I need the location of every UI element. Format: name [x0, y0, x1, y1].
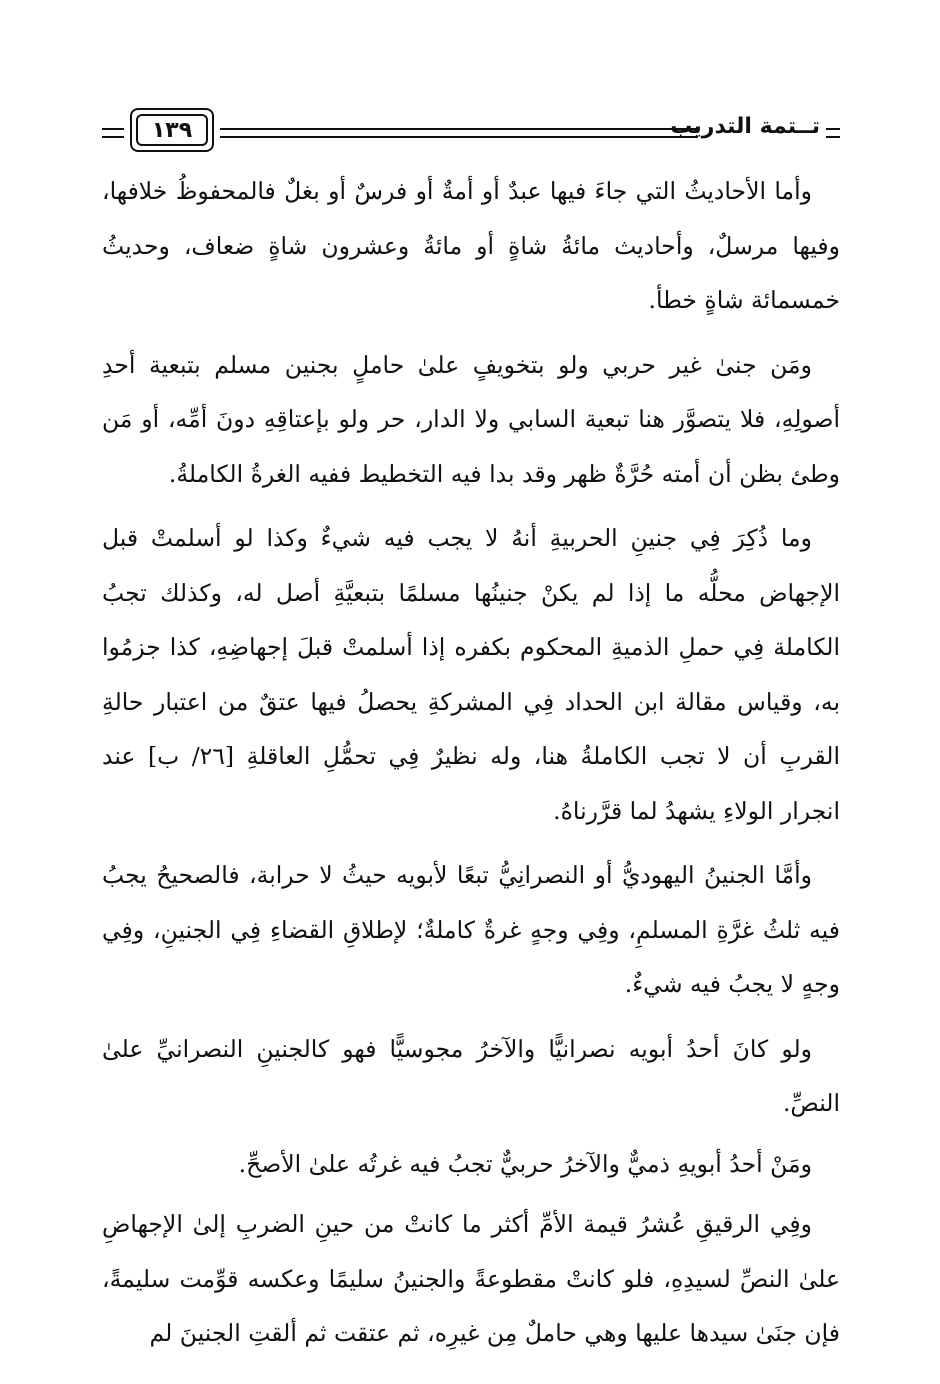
page-number: ١٣٩ [136, 114, 208, 146]
paragraph: وفِي الرقيقِ عُشرُ قيمة الأمِّ أكثر ما كانتْ من حينِ الضربِ إلىٰ الإجهاضِ علىٰ النصِّ لسيدِهِ، فلو كانتْ مقطوعةً والجنينُ سليمًا وعكسه قوِّمت سليمةً، فإن جنَىٰ سيدها عليها وهي حاملٌ مِن غيرِه، ثم عتقت ثم ألقتِ الجنينَ لم [102, 1210, 840, 1347]
page-number-frame [130, 108, 214, 152]
page-header [102, 106, 840, 158]
running-title: تــتمة التدريب [670, 114, 820, 139]
header-rule-right [826, 128, 840, 138]
page-body [102, 164, 840, 1371]
paragraph: وأما الأحاديثُ التي جاءَ فيها عبدٌ أو أمةٌ أو فرسٌ أو بغلٌ فالمحفوظُ خلافها، وفيها مرسلٌ، وأحاديث مائةُ شاةٍ أو مائةُ وعشرون شاةٍ ضعاف، وحديثُ خمسمائة شاةٍ خطأ. [102, 177, 840, 314]
header-rule-left [102, 128, 124, 138]
paragraph: ومَنْ أحدُ أبويهِ ذميٌّ والآخرُ حربيٌّ تجبُ فيه غرتُه علىٰ الأصحِّ. [238, 1149, 812, 1178]
paragraph: ولو كانَ أحدُ أبويه نصرانيًّا والآخرُ مجوسيًّا فهو كالجنينِ النصرانيِّ علىٰ النصِّ. [102, 1034, 840, 1117]
paragraph: وما ذُكِرَ فِي جنينِ الحربيةِ أنهُ لا يجب فيه شيءٌ وكذا لو أسلمتْ قبل الإجهاض محلُّه ما إذا لم يكنْ جنينُها مسلمًا بتبعيَّةِ أصل له، وكذلك تجبُ الكاملة فِي حملِ الذميةِ المحكوم بكفره إذا أسلمتْ قبلَ إجهاضِهِ، كذا جزمُوا به، وقياس مقالة ابن الحداد فِي المشركةِ يحصلُ فيها عتقٌ من اعتبار حالةِ القربِ أن لا تجب الكاملةُ هنا، وله نظيرٌ فِي تحمُّلِ العاقلةِ [٢٦/ ب] عند انجرار الولاءِ يشهدُ لما قرَّرناهُ. [102, 524, 840, 825]
header-rule-middle [220, 128, 698, 138]
paragraph: وأمَّا الجنينُ اليهوديُّ أو النصرانِيُّ تبعًا لأبويه حيثُ لا حرابة، فالصحيحُ يجبُ فيه ثلثُ غرَّةِ المسلمِ، وفِي وجهٍ غرةٌ كاملةٌ؛ لإطلاقِ القضاءِ فِي الجنينِ، وفِي وجهٍ لا يجبُ فيه شيءٌ. [102, 861, 840, 998]
paragraph: ومَن جنىٰ غير حربي ولو بتخويفٍ علىٰ حاملٍ بجنين مسلم بتبعية أحدِ أصولِهِ، فلا يتصوَّر هنا تبعية السابي ولا الدار، حر ولو بإعتاقِهِ دونَ أمِّه، أو مَن وطئ بظن أن أمته حُرَّةٌ ظهر وقد بدا فيه التخطيط ففيه الغرةُ الكاملةُ. [102, 350, 840, 488]
